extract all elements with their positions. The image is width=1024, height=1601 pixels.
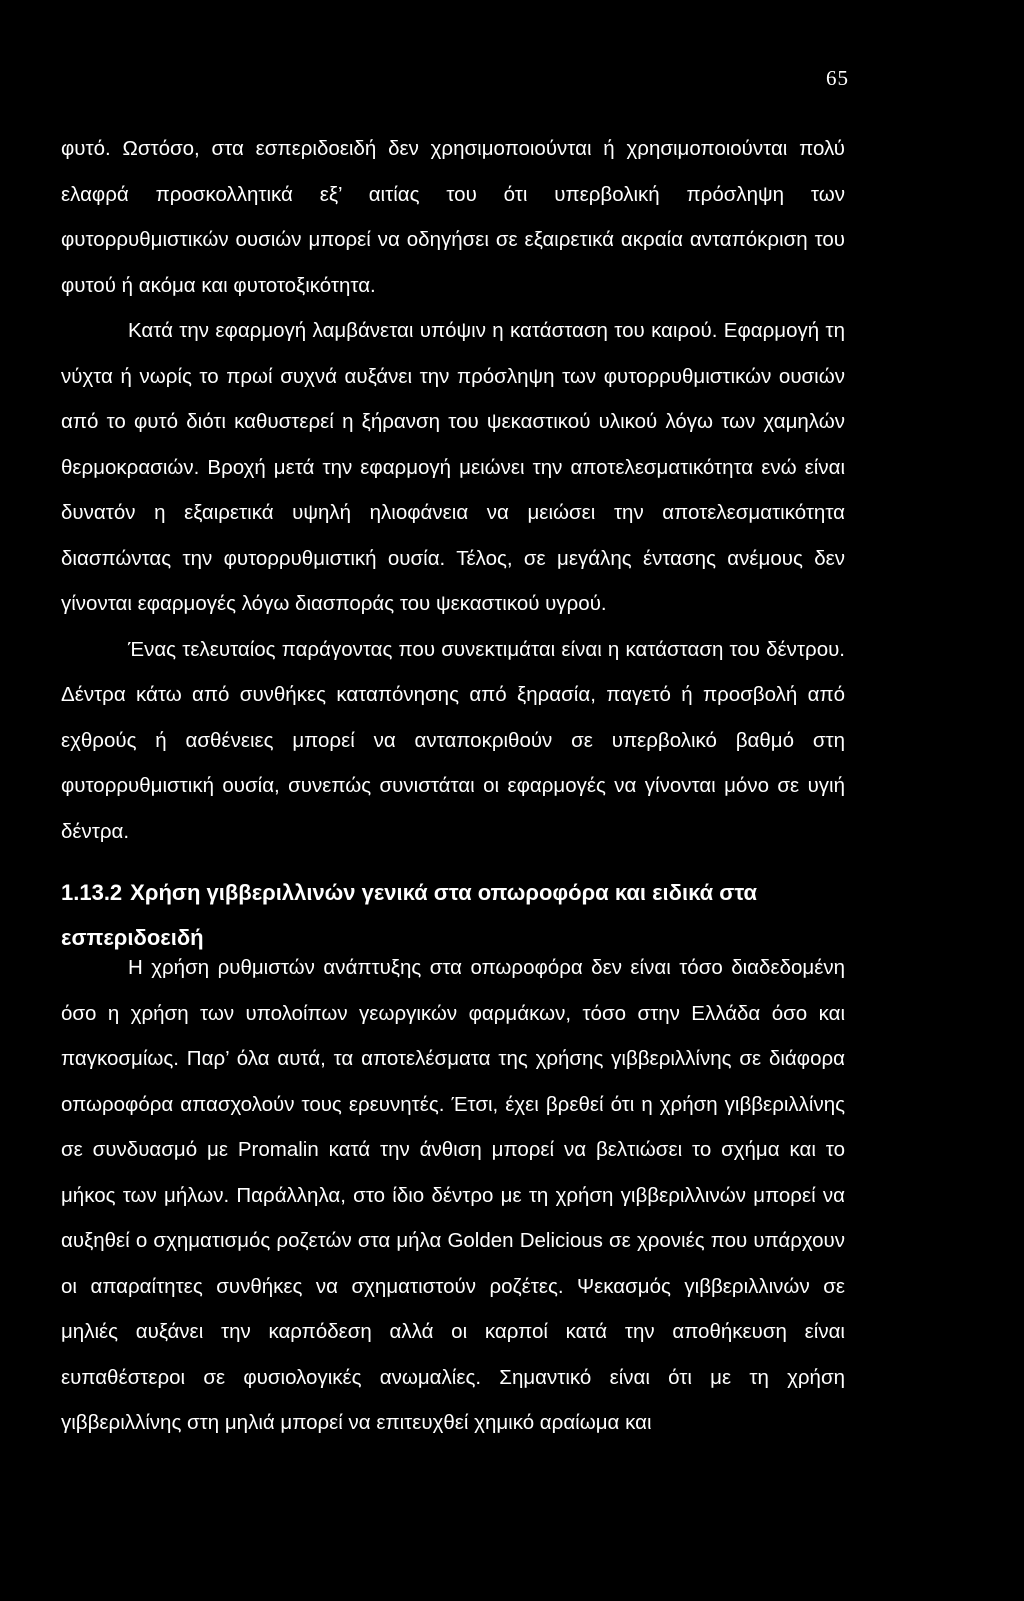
paragraph: φυτό. Ωστόσο, στα εσπεριδοειδή δεν χρησιμοποιούνται ή χρησιμοποιούνται πολύ ελαφρά προσκολλητικά εξ’ αιτίας του ότι υπερβολική πρόσληψη των φυτορρυθμιστικών ουσιών μπορεί να οδηγήσει σε εξαιρετικά ακραία ανταπόκριση του φυτού ή ακόμα και φυτοτοξικότητα. — [61, 137, 845, 297]
section-2-body — [61, 945, 845, 1446]
paragraph: Η χρήση ρυθμιστών ανάπτυξης στα οπωροφόρα δεν είναι τόσο διαδεδομένη όσο η χρήση των υπολοίπων γεωργικών φαρμάκων, τόσο στην Ελλάδα όσο και παγκοσμίως. Παρ’ όλα αυτά, τα αποτελέσματα της χρήσης γιββεριλλίνης σε διάφορα οπωροφόρα απασχολούν τους ερευνητές. Έτσι, έχει βρεθεί ότι η χρήση γιββεριλλίνης σε συνδυασμό με Promalin κατά την άνθιση μπορεί να βελτιώσει το σχήμα και το μήκος των μήλων. Παράλληλα, στο ίδιο δέντρο με τη χρήση γιββεριλλινών μπορεί να αυξηθεί ο σχηματισμός ροζετών στα μήλα Golden Delicious σε χρονιές που υπάρχουν οι απαραίτητες συνθήκες να σχηματιστούν ροζέτες. Ψεκασμός γιββεριλλινών σε μηλιές αυξάνει την καρπόδεση αλλά οι καρποί κατά την αποθήκευση είναι ευπαθέστεροι σε φυσιολογικές ανωμαλίες. Σημαντικό είναι ότι με τη χρήση γιββεριλλίνης στη μηλιά μπορεί να επιτευχθεί χημικό αραίωμα και — [61, 956, 845, 1434]
section-heading-title: Χρήση γιββεριλλινών γενικά στα οπωροφόρα και ειδικά στα εσπεριδοειδή — [61, 880, 758, 950]
section-1-body — [61, 126, 845, 854]
section-heading-number: 1.13.2 — [61, 880, 123, 905]
page-number: 65 — [826, 66, 849, 90]
paragraph: Κατά την εφαρμογή λαμβάνεται υπόψιν η κατάσταση του καιρού. Εφαρμογή τη νύχτα ή νωρίς το πρωί συχνά αυξάνει την πρόσληψη των φυτορρυθμιστικών ουσιών από το φυτό διότι καθυστερεί η ξήρανση του ψεκαστικού υλικού λόγω των χαμηλών θερμοκρασιών. Βροχή μετά την εφαρμογή μειώνει την αποτελεσματικότητα ενώ είναι δυνατόν η εξαιρετικά υψηλή ηλιοφάνεια να μειώσει την αποτελεσματικότητα διασπώντας την φυτορρυθμιστική ουσία. Τέλος, σε μεγάλης έντασης ανέμους δεν γίνονται εφαρμογές λόγω διασποράς του ψεκαστικού υγρού. — [61, 319, 845, 615]
paragraph: Ένας τελευταίος παράγοντας που συνεκτιμάται είναι η κατάσταση του δέντρου. Δέντρα κάτω από συνθήκες καταπόνησης από ξηρασία, παγετό ή προσβολή από εχθρούς ή ασθένειες μπορεί να ανταποκριθούν σε υπερβολικό βαθμό στη φυτορρυθμιστική ουσία, συνεπώς συνιστάται οι εφαρμογές να γίνονται μόνο σε υγιή δέντρα. — [61, 637, 845, 843]
